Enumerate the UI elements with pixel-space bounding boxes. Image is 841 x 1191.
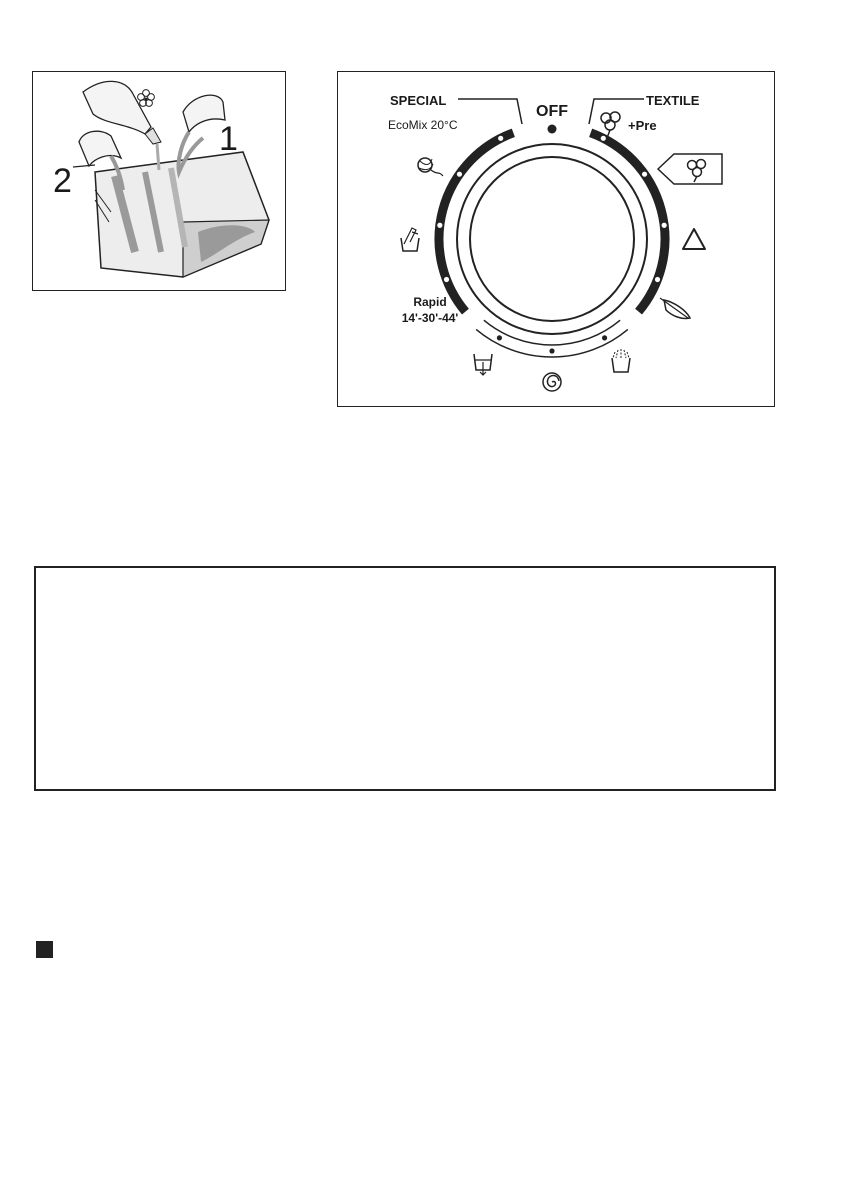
drain-icon bbox=[474, 354, 492, 375]
program-position-dot bbox=[602, 335, 607, 340]
hand-wash-icon bbox=[401, 228, 419, 251]
compartment-2-number: 2 bbox=[53, 162, 72, 200]
spin-icon bbox=[543, 373, 561, 391]
softener-pour bbox=[157, 144, 159, 170]
textile-arc bbox=[591, 133, 665, 312]
delicates-icon bbox=[660, 298, 690, 319]
program-position-dot bbox=[642, 172, 647, 177]
synthetics-icon bbox=[683, 229, 705, 249]
cotton-icon bbox=[658, 154, 722, 184]
program-position-dot bbox=[549, 348, 554, 353]
program-position-dot bbox=[444, 277, 449, 282]
off-position-dot bbox=[548, 125, 557, 134]
program-position-dot bbox=[662, 223, 667, 228]
dispenser-illustration bbox=[33, 72, 284, 289]
dial-knob-outer[interactable] bbox=[457, 144, 647, 334]
flower-icon bbox=[138, 90, 155, 107]
rinse-icon bbox=[612, 349, 630, 372]
program-position-dot bbox=[457, 172, 462, 177]
program-position-dot bbox=[655, 277, 660, 282]
note-box bbox=[34, 566, 776, 791]
rapid-label: Rapid bbox=[413, 295, 447, 309]
compartment-1-number: 1 bbox=[219, 120, 238, 158]
textile-label: TEXTILE bbox=[646, 93, 700, 108]
dial-knob-inner[interactable] bbox=[470, 157, 634, 321]
prewash-label: +Pre bbox=[628, 118, 657, 133]
program-dial-figure bbox=[337, 71, 775, 407]
rapid-times: 14'-30'-44' bbox=[401, 311, 459, 325]
off-label: OFF bbox=[536, 103, 568, 120]
program-position-dot bbox=[601, 136, 606, 141]
program-position-dot bbox=[498, 136, 503, 141]
special-arc bbox=[439, 133, 513, 312]
machine-edge bbox=[73, 165, 95, 167]
program-dial-svg bbox=[338, 72, 773, 405]
dial-arcs bbox=[437, 133, 667, 357]
wool-icon bbox=[418, 158, 443, 176]
dispenser-figure bbox=[32, 71, 286, 291]
special-label: SPECIAL bbox=[390, 93, 447, 108]
section-marker-square bbox=[36, 941, 53, 958]
program-position-dot bbox=[497, 335, 502, 340]
special-bracket bbox=[458, 99, 522, 124]
bottom-arc-inner bbox=[484, 320, 620, 345]
softener-bottle bbox=[83, 81, 151, 134]
ecomix-label: EcoMix 20°C bbox=[388, 118, 458, 132]
program-position-dot bbox=[437, 223, 442, 228]
